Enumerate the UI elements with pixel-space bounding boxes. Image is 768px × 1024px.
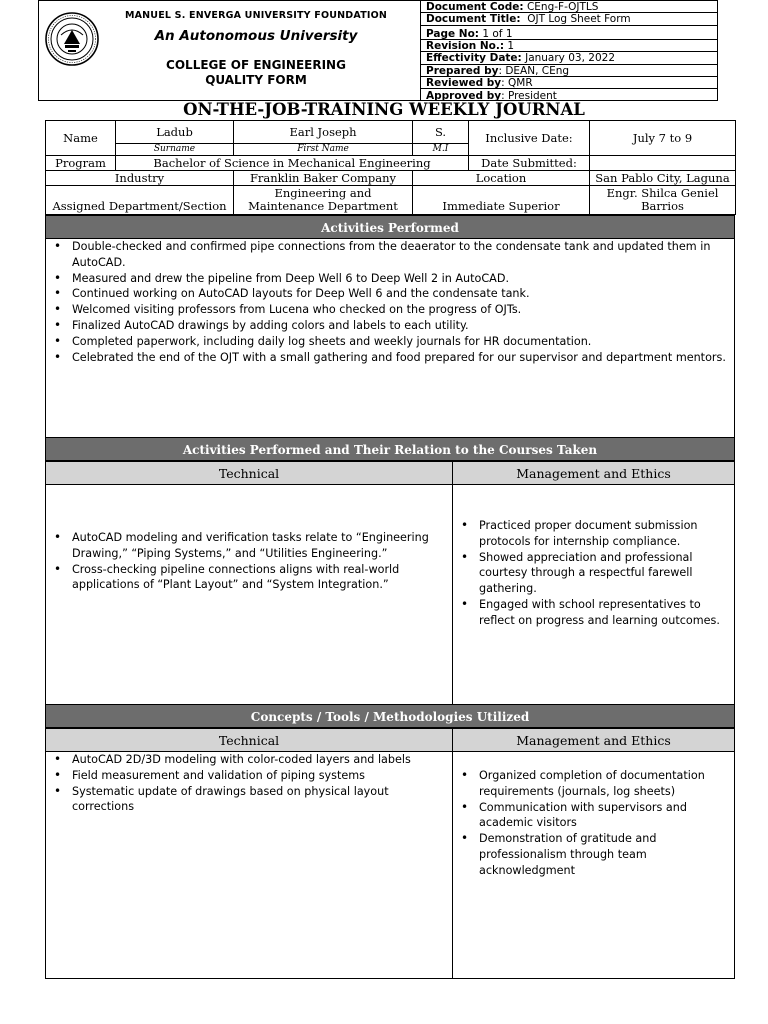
activity-item: • Celebrated the end of the OJT with a small gathering and food prepared for our supervisor and department mentors.	[46, 350, 726, 366]
university-seal-icon	[44, 11, 100, 67]
location-value: San Pablo City, Laguna	[590, 171, 736, 186]
concepts-technical-list	[46, 752, 438, 815]
relation-heading: Activities Performed and Their Relation to the Courses Taken	[45, 437, 735, 461]
revision-row: Revision No.: 1	[421, 40, 717, 52]
relation-management-item: • Showed appreciation and professional courtesy through a respectful farewell gathering.	[453, 550, 726, 597]
concepts-management-item: • Organized completion of documentation requirements (journals, log sheets)	[453, 768, 726, 800]
activities-list	[46, 239, 726, 365]
header-institution-block	[39, 1, 421, 100]
trainee-info-table	[45, 120, 736, 215]
activity-item: • Welcomed visiting professors from Lucena who checked on the progress of OJTs.	[46, 302, 726, 318]
activity-item: • Double-checked and confirmed pipe connections from the deaerator to the condensate tank and updated them in AutoCAD.	[46, 239, 726, 271]
quality-form-label: QUALITY FORM	[205, 73, 307, 87]
relation-technical-panel	[45, 485, 453, 705]
activity-item: • Completed paperwork, including daily log sheets and weekly journals for HR documentation.	[46, 334, 726, 350]
relation-technical-header: Technical	[45, 461, 453, 485]
first-name-caption: First Name	[234, 144, 413, 156]
concepts-management-item: • Communication with supervisors and academic visitors	[453, 800, 726, 832]
concepts-technical-item: • Field measurement and validation of piping systems	[46, 768, 438, 784]
inclusive-date-label: Inclusive Date:	[469, 121, 590, 156]
department-value: Engineering and Maintenance Department	[234, 186, 413, 215]
date-submitted-value	[590, 156, 736, 171]
autonomous-caption: An Autonomous University	[154, 28, 358, 44]
relation-technical-item: • AutoCAD modeling and verification tasks relate to “Engineering Drawing,” “Piping Systems,” and “Utilities Engineering.”	[46, 530, 438, 562]
reviewed-row: Reviewed by: QMR	[421, 77, 717, 89]
relation-management-list	[453, 518, 726, 629]
document-control-block	[421, 1, 717, 100]
concepts-management-header: Management and Ethics	[452, 728, 735, 752]
activities-heading: Activities Performed	[45, 215, 735, 239]
first-name-value: Earl Joseph	[234, 121, 413, 144]
approved-row: Approved by: President	[426, 89, 557, 102]
middle-initial-caption: M.I	[413, 144, 469, 156]
inclusive-date-value: July 7 to 9	[590, 121, 736, 156]
department-label: Assigned Department/Section	[46, 186, 234, 215]
college-name: COLLEGE OF ENGINEERING	[166, 58, 346, 72]
relation-management-item: • Engaged with school representatives to reflect on progress and learning outcomes.	[453, 597, 726, 629]
doc-code-row: Document Code: CEng-F-OJTLS	[421, 1, 717, 13]
concepts-technical-header: Technical	[45, 728, 453, 752]
relation-management-header: Management and Ethics	[452, 461, 735, 485]
relation-management-panel	[452, 485, 735, 705]
document-header	[38, 0, 718, 101]
program-label: Program	[46, 156, 116, 171]
location-label: Location	[413, 171, 590, 186]
date-submitted-label: Date Submitted:	[469, 156, 590, 171]
relation-technical-item: • Cross-checking pipeline connections aligns with real-world applications of “Plant Layout” and “System Integration.”	[46, 562, 438, 594]
superior-value: Engr. Shilca Geniel Barrios	[590, 186, 736, 215]
activity-item: • Measured and drew the pipeline from Deep Well 6 to Deep Well 2 in AutoCAD.	[46, 271, 726, 287]
concepts-technical-item: • AutoCAD 2D/3D modeling with color-coded layers and labels	[46, 752, 438, 768]
superior-label: Immediate Superior	[413, 186, 590, 215]
doc-title-row: Document Title: OJT Log Sheet Form	[421, 13, 717, 25]
concepts-heading: Concepts / Tools / Methodologies Utilized	[45, 704, 735, 728]
activities-panel	[45, 239, 735, 438]
concepts-management-panel	[452, 752, 735, 979]
relation-technical-list	[46, 530, 438, 593]
concepts-management-list	[453, 768, 726, 879]
effectivity-row: Effectivity Date: January 03, 2022	[421, 52, 717, 64]
name-label: Name	[46, 121, 116, 156]
surname-caption: Surname	[116, 144, 234, 156]
program-value: Bachelor of Science in Mechanical Engineering	[116, 156, 469, 171]
concepts-technical-panel	[45, 752, 453, 979]
concepts-management-item: • Demonstration of gratitude and professionalism through team acknowledgment	[453, 831, 726, 878]
surname-value: Ladub	[116, 121, 234, 144]
industry-value: Franklin Baker Company	[234, 171, 413, 186]
activity-item: • Finalized AutoCAD drawings by adding colors and labels to each utility.	[46, 318, 726, 334]
prepared-row: Prepared by: DEAN, CEng	[421, 65, 717, 77]
page-no-row: Page No: 1 of 1	[421, 28, 717, 40]
page-title: ON-THE-JOB-TRAINING WEEKLY JOURNAL	[183, 100, 585, 119]
concepts-technical-item: • Systematic update of drawings based on physical layout corrections	[46, 784, 438, 816]
middle-initial-value: S.	[413, 121, 469, 144]
activity-item: • Continued working on AutoCAD layouts for Deep Well 6 and the condensate tank.	[46, 286, 726, 302]
relation-management-item: • Practiced proper document submission protocols for internship compliance.	[453, 518, 726, 550]
university-name: MANUEL S. ENVERGA UNIVERSITY FOUNDATION	[124, 10, 388, 21]
industry-label: Industry	[46, 171, 234, 186]
